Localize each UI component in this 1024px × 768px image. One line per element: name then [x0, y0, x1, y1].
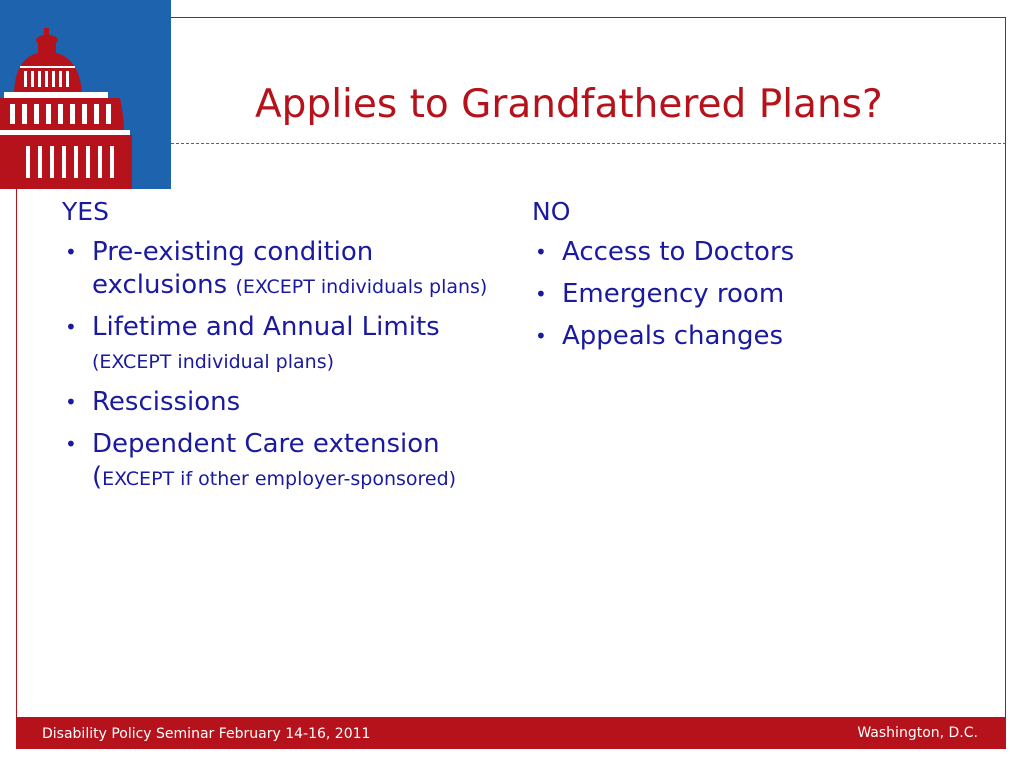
- item-main: Pre-existing condition exclusions: [92, 237, 374, 300]
- bullet-icon: •: [535, 240, 547, 264]
- item-note: (EXCEPT individual plans): [92, 351, 335, 373]
- title-divider: [171, 143, 1006, 144]
- item-main: Dependent Care extension (: [92, 429, 440, 492]
- yes-column: [62, 196, 502, 503]
- item-main: Access to Doctors: [562, 237, 795, 267]
- page-title: Applies to Grandfathered Plans?: [255, 82, 883, 127]
- item-main: Emergency room: [562, 279, 785, 309]
- no-heading: NO: [532, 197, 571, 226]
- list-item: [62, 428, 502, 494]
- item-main: Appeals changes: [562, 321, 783, 351]
- yes-heading: YES: [62, 197, 109, 226]
- bullet-icon: •: [65, 432, 77, 456]
- list-item: [62, 386, 502, 419]
- bullet-icon: •: [535, 324, 547, 348]
- item-note: EXCEPT if other employer-sponsored): [102, 468, 457, 490]
- capitol-dome-icon: [0, 0, 171, 189]
- item-main: Rescissions: [92, 387, 241, 417]
- list-item: [62, 311, 502, 377]
- list-item: [532, 278, 952, 311]
- footer-bar: [16, 717, 1006, 749]
- bullet-icon: •: [65, 390, 77, 414]
- no-column: [532, 196, 952, 362]
- bullet-icon: •: [65, 240, 77, 264]
- bullet-icon: •: [535, 282, 547, 306]
- yes-list: [62, 236, 502, 494]
- list-item: [62, 236, 502, 302]
- footer-event: Disability Policy Seminar February 14-16, 2011: [42, 726, 371, 742]
- footer-location: Washington, D.C.: [857, 725, 978, 741]
- item-main: Lifetime and Annual Limits: [92, 312, 440, 342]
- item-note: (EXCEPT individuals plans): [235, 276, 488, 298]
- list-item: [532, 320, 952, 353]
- list-item: [532, 236, 952, 269]
- no-list: [532, 236, 952, 353]
- bullet-icon: •: [65, 315, 77, 339]
